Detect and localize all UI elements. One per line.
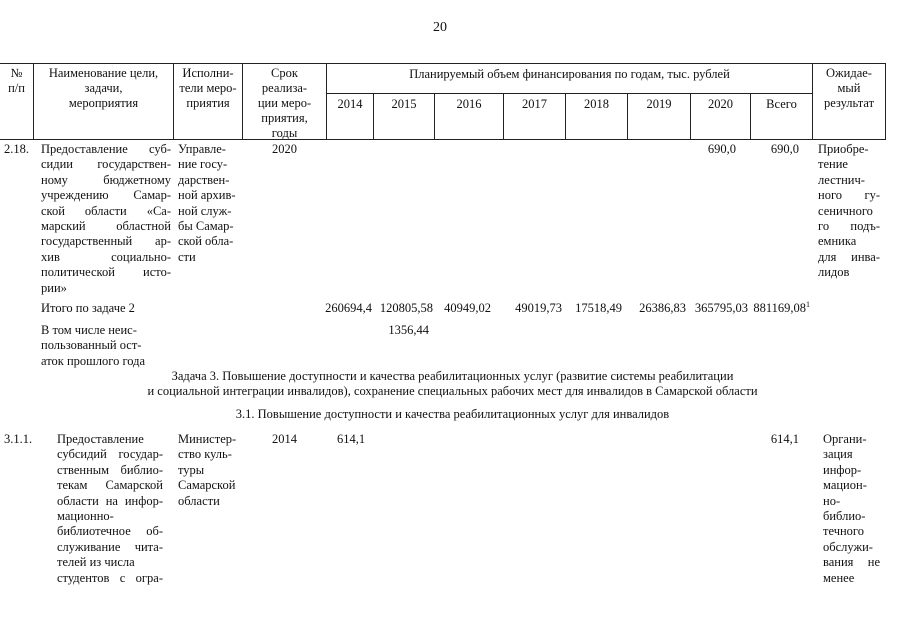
header-year-2018: 2018 [584, 97, 609, 111]
header-total: Всего [766, 97, 797, 111]
header-year-2017: 2017 [522, 97, 547, 111]
row-311-term: 2014 [272, 432, 297, 446]
total-task2-2018: 17518,49 [575, 301, 622, 315]
header-year-2020: 2020 [708, 97, 733, 111]
total-task2-2014: 260694,4 [325, 301, 372, 315]
row-311-executor: Министер- ство куль- туры Самарской области [178, 432, 237, 508]
row-218-result: Приобре- тение лестнич- ного гу- сеничного го подъ- емника для инва- лидов [818, 142, 880, 280]
row-311-v2014: 614,1 [337, 432, 366, 446]
total-task2-total: 881169,08$^1$ [753, 299, 810, 315]
header-years-divider [326, 93, 813, 94]
row-218-term: 2020 [272, 142, 297, 156]
task3-heading-line1: Задача 3. Повышение доступности и качества реабилитационных услуг (развитие системы реабилитации [171, 369, 734, 383]
row-218-name: Предоставление суб- сидии государствен- ному бюджетному учреждению Самар- ской области «Са- марский областной государственный ар- хив социально- политической исто- рии» [41, 142, 171, 295]
header-num: № п/п [8, 66, 25, 95]
row-311-result: Органи- зация инфор- мацион- но- библио- течного обслужи- вания не менее [823, 432, 880, 585]
unused-2015: 1356,44 [388, 323, 429, 337]
page-number: 20 [433, 20, 447, 35]
row-218-num: 2.18. [4, 142, 29, 156]
row-218-executor: Управле- ние госу- дарствен- ной архив- ной служ- бы Самар- ской обла- сти [178, 142, 236, 264]
total-task2-2016: 40949,02 [444, 301, 491, 315]
table-right-border [885, 63, 886, 140]
task3-heading-line2: и социальной интеграции инвалидов), сохранение специальных рабочих мест для инвалидов в Самарской области [147, 384, 758, 398]
total-task2-2015: 120805,58 [379, 301, 433, 315]
total-task2-label: Итого по задаче 2 [41, 301, 135, 315]
task3-subheading: 3.1. Повышение доступности и качества реабилитационных услуг для инвалидов [235, 407, 670, 421]
header-executor: Исполни- тели меро- приятия [179, 66, 237, 110]
header-funding: Планируемый объем финансирования по годам, тыс. рублей [409, 67, 730, 81]
row-311-name: Предоставление субсидий государ- ственным библио- текам Самарской области на инфор- мационно- библиотечное об- служивание чита- телей из числа студентов с огра- [57, 432, 163, 585]
header-name: Наименование цели, задачи, мероприятия [48, 66, 159, 110]
header-year-2016: 2016 [456, 97, 482, 111]
header-result: Ожидае- мый результат [823, 66, 875, 110]
header-year-2019: 2019 [646, 97, 672, 111]
header-term: Срок реализа- ции меро- приятия, годы [257, 66, 312, 140]
row-218-v2020: 690,0 [707, 142, 736, 156]
footnote-mark: 1 [806, 299, 810, 309]
row-311-total: 614,1 [770, 432, 799, 446]
total-task2-2017: 49019,73 [515, 301, 562, 315]
row-311-num: 3.1.1. [4, 432, 33, 446]
row-218-total: 690,0 [770, 142, 799, 156]
unused-label: В том числе неис- пользованный ост- аток прошлого года [41, 323, 146, 368]
header-bottom-border [0, 139, 886, 140]
total-task2-2019: 26386,83 [639, 301, 686, 315]
table-top-border [0, 63, 886, 64]
header-year-2014: 2014 [337, 97, 363, 111]
total-task2-2020: 365795,03 [694, 301, 748, 315]
header-year-2015: 2015 [391, 97, 417, 111]
